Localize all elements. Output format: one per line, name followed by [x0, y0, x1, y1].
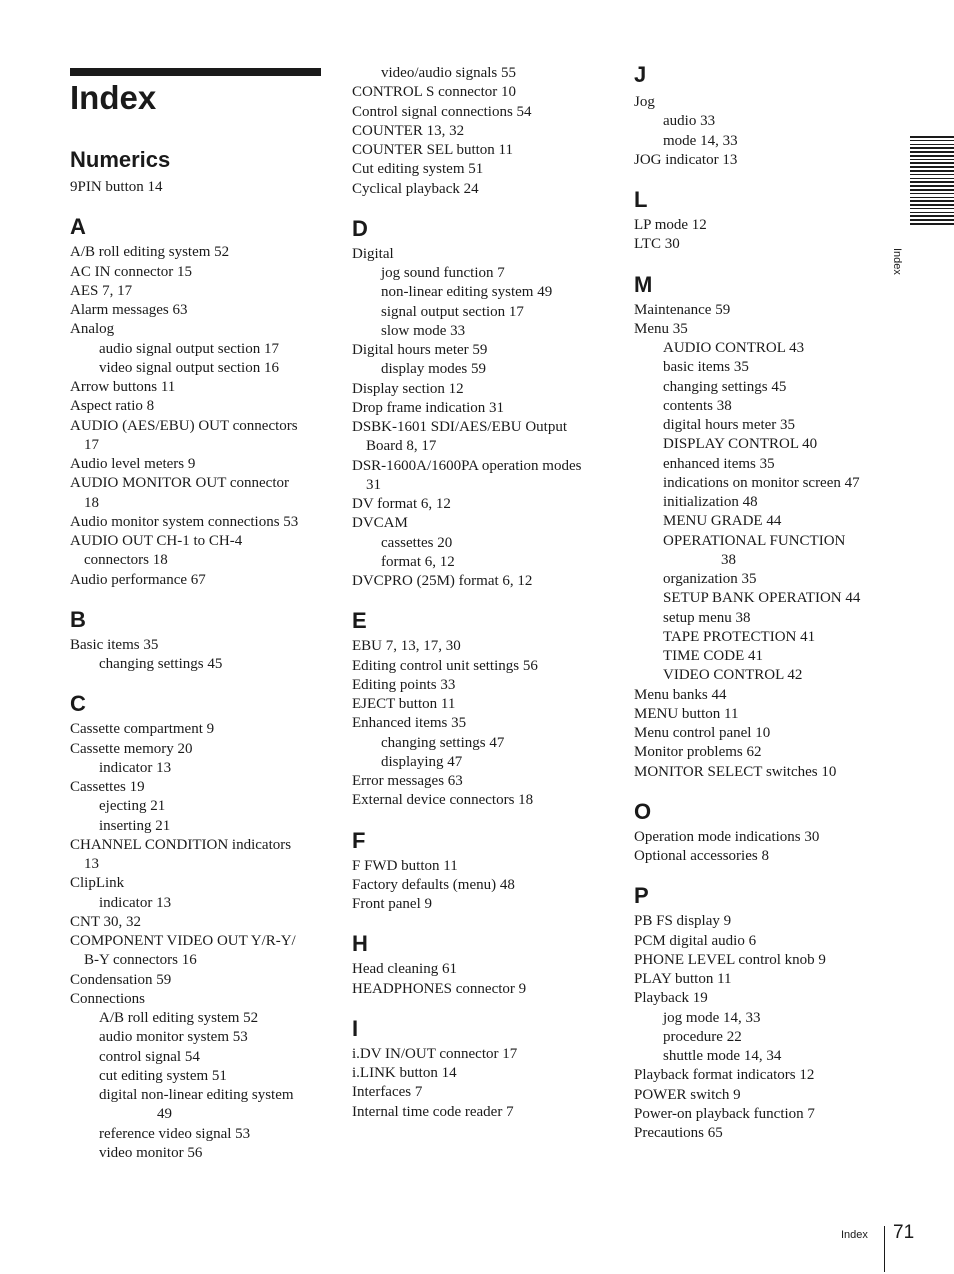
index-entry: Operation mode indications 30 — [634, 828, 820, 845]
index-entry: Head cleaning 61 — [352, 961, 457, 978]
index-subentry: connectors 18 — [84, 552, 168, 569]
index-entry: Enhanced items 35 — [352, 715, 467, 732]
index-subentry: format 6, 12 — [381, 553, 455, 570]
index-entry: Playback 19 — [634, 990, 708, 1007]
index-entry: Error messages 63 — [352, 773, 463, 789]
section-heading: I — [352, 1015, 359, 1041]
index-entry: Audio monitor system connections 53 — [70, 513, 299, 530]
index-subentry: B-Y connectors 16 — [84, 952, 197, 969]
section-heading: C — [70, 691, 86, 717]
index-entry: F FWD button 11 — [352, 857, 458, 874]
index-entry: Jog — [634, 94, 655, 110]
index-entry: MONITOR SELECT switches 10 — [634, 763, 837, 780]
index-subentry: digital hours meter 35 — [663, 417, 796, 433]
index-entry: CONTROL S connector 10 — [352, 84, 517, 101]
section-heading: P — [634, 883, 649, 909]
index-entry: Precautions 65 — [634, 1125, 723, 1141]
index-entry: Editing control unit settings 56 — [352, 657, 538, 674]
thumb-index-tab — [910, 136, 954, 227]
index-entry: JOG indicator 13 — [634, 151, 738, 168]
index-entry: AUDIO OUT CH-1 to CH-4 — [70, 533, 243, 549]
index-subentry: jog mode 14, 33 — [663, 1009, 761, 1026]
index-entry: Menu banks 44 — [634, 686, 727, 703]
index-entry: Display section 12 — [352, 380, 464, 397]
index-subentry: reference video signal 53 — [99, 1125, 251, 1142]
section-heading: H — [352, 931, 368, 957]
index-entry: Editing points 33 — [352, 676, 456, 693]
section-heading: O — [634, 798, 652, 824]
index-entry: Internal time code reader 7 — [352, 1103, 514, 1120]
index-subentry: indicator 13 — [99, 759, 172, 776]
index-subentry: slow mode 33 — [381, 322, 466, 339]
index-subentry: signal output section 17 — [381, 303, 524, 320]
index-entry: EBU 7, 13, 17, 30 — [352, 638, 461, 655]
index-subentry: 49 — [157, 1106, 172, 1123]
index-subentry: displaying 47 — [381, 753, 463, 770]
index-entry: COMPONENT VIDEO OUT Y/R-Y/ — [70, 933, 296, 949]
index-entry: AUDIO (AES/EBU) OUT connectors — [70, 417, 298, 434]
index-subentry: changing settings 45 — [663, 378, 787, 395]
index-subentry: shuttle mode 14, 34 — [663, 1048, 782, 1064]
index-entry: Menu 35 — [634, 320, 688, 337]
section-heading: J — [634, 62, 647, 87]
index-entry: i.LINK button 14 — [352, 1065, 457, 1081]
index-entry: PB FS display 9 — [634, 913, 732, 930]
index-entry: EJECT button 11 — [352, 696, 456, 712]
index-entry: Cut editing system 51 — [352, 161, 484, 178]
index-entry: Factory defaults (menu) 48 — [352, 876, 515, 893]
index-entry: Arrow buttons 11 — [70, 379, 176, 395]
index-entry: PLAY button 11 — [634, 971, 732, 987]
index-entry: Cassettes 19 — [70, 779, 145, 795]
index-subentry: OPERATIONAL FUNCTION — [663, 532, 846, 549]
index-entry: Cassette memory 20 — [70, 740, 193, 757]
index-subentry: TAPE PROTECTION 41 — [663, 628, 816, 645]
index-subentry: contents 38 — [663, 397, 732, 414]
index-entry: MENU button 11 — [634, 705, 739, 722]
index-subentry: 31 — [366, 476, 381, 493]
index-subentry: cut editing system 51 — [99, 1067, 227, 1084]
index-subentry: inserting 21 — [99, 817, 171, 834]
index-entry: PHONE LEVEL control knob 9 — [634, 951, 826, 968]
index-entry: Cassette compartment 9 — [70, 721, 215, 738]
index-subentry: A/B roll editing system 52 — [99, 1010, 259, 1026]
index-entry: DSBK-1601 SDI/AES/EBU Output — [352, 419, 568, 435]
index-entry: Monitor problems 62 — [634, 744, 762, 761]
index-subentry: video monitor 56 — [99, 1144, 203, 1161]
index-entry: POWER switch 9 — [634, 1086, 741, 1103]
index-subentry: mode 14, 33 — [663, 132, 738, 149]
index-subentry: DISPLAY CONTROL 40 — [663, 436, 818, 453]
index-entry: DV format 6, 12 — [352, 496, 451, 512]
index-subentry: TIME CODE 41 — [663, 648, 763, 664]
index-subentry: video/audio signals 55 — [381, 65, 516, 81]
index-subentry: ejecting 21 — [99, 798, 166, 815]
index-entry: Optional accessories 8 — [634, 848, 769, 864]
index-entry: Maintenance 59 — [634, 301, 731, 318]
index-subentry: digital non-linear editing system — [99, 1087, 294, 1103]
index-entry: DVCAM — [352, 515, 408, 532]
index-subentry: audio 33 — [663, 113, 716, 130]
index-entry: Condensation 59 — [70, 971, 172, 988]
index-subentry: basic items 35 — [663, 359, 749, 376]
footer-divider — [884, 1226, 885, 1272]
index-entry: Audio level meters 9 — [70, 456, 196, 472]
index-subentry: indicator 13 — [99, 894, 172, 911]
index-entry: AC IN connector 15 — [70, 263, 193, 280]
index-entry: DSR-1600A/1600PA operation modes — [352, 457, 582, 474]
index-subentry: indications on monitor screen 47 — [663, 474, 860, 491]
index-entry: Menu control panel 10 — [634, 725, 771, 741]
index-subentry: video signal output section 16 — [99, 359, 279, 376]
index-entry: Front panel 9 — [352, 896, 432, 912]
index-entry: LP mode 12 — [634, 217, 707, 233]
index-subentry: cassettes 20 — [381, 534, 453, 551]
index-subentry: enhanced items 35 — [663, 455, 775, 472]
index-subentry: MENU GRADE 44 — [663, 513, 782, 530]
index-entry: Digital — [352, 245, 394, 262]
section-heading: B — [70, 606, 86, 632]
index-entry: PCM digital audio 6 — [634, 932, 757, 949]
index-subentry: SETUP BANK OPERATION 44 — [663, 590, 861, 607]
index-entry: A/B roll editing system 52 — [70, 244, 230, 261]
section-heading: L — [634, 187, 648, 212]
page-number: 71 — [893, 1222, 915, 1243]
index-entry: Control signal connections 54 — [352, 103, 532, 120]
section-heading: M — [634, 271, 653, 297]
index-entry: i.DV IN/OUT connector 17 — [352, 1045, 518, 1062]
index-entry: Drop frame indication 31 — [352, 399, 505, 416]
index-entry: Aspect ratio 8 — [70, 398, 155, 415]
section-heading: D — [352, 215, 368, 241]
index-subentry: procedure 22 — [663, 1028, 742, 1045]
index-entry: Cyclical playback 24 — [352, 180, 479, 197]
index-entry: Interfaces 7 — [352, 1084, 423, 1101]
section-heading: A — [70, 214, 86, 240]
index-entry: Playback format indicators 12 — [634, 1067, 815, 1084]
index-entry: AUDIO MONITOR OUT connector — [70, 475, 289, 492]
index-subentry: audio monitor system 53 — [99, 1029, 248, 1046]
index-entry: AES 7, 17 — [70, 282, 133, 299]
index-entry: Basic items 35 — [70, 636, 159, 653]
index-entry: COUNTER SEL button 11 — [352, 142, 513, 158]
index-subentry: display modes 59 — [381, 361, 486, 378]
index-subentry: changing settings 47 — [381, 734, 505, 751]
side-tab-label: Index — [891, 248, 903, 275]
section-heading: E — [352, 608, 367, 634]
index-subentry: 17 — [84, 436, 99, 453]
index-entry: ClipLink — [70, 875, 125, 892]
index-entry: Digital hours meter 59 — [352, 342, 488, 358]
index-entry: Alarm messages 63 — [70, 302, 188, 318]
index-entry: HEADPHONES connector 9 — [352, 980, 527, 997]
index-entry: CHANNEL CONDITION indicators — [70, 836, 292, 853]
index-subentry: control signal 54 — [99, 1048, 200, 1065]
index-subentry: AUDIO CONTROL 43 — [663, 340, 805, 356]
index-entry: Connections — [70, 990, 145, 1007]
index-entry: External device connectors 18 — [352, 792, 534, 809]
index-entry: Power-on playback function 7 — [634, 1105, 815, 1122]
index-entry: 9PIN button 14 — [70, 179, 163, 195]
section-heading: F — [352, 827, 366, 853]
index-subentry: non-linear editing system 49 — [381, 284, 553, 301]
page-title: Index — [70, 79, 157, 116]
index-subentry: setup menu 38 — [663, 609, 751, 626]
index-subentry: Board 8, 17 — [366, 438, 437, 455]
index-entry: DVCPRO (25M) format 6, 12 — [352, 573, 533, 589]
index-subentry: organization 35 — [663, 571, 757, 587]
index-subentry: audio signal output section 17 — [99, 340, 279, 357]
index-subentry: initialization 48 — [663, 494, 758, 510]
index-subentry: 18 — [84, 494, 99, 511]
index-entry: LTC 30 — [634, 236, 680, 253]
index-subentry: changing settings 45 — [99, 656, 223, 672]
footer-section-label: Index — [841, 1229, 868, 1241]
index-entry: Audio performance 67 — [70, 571, 206, 588]
section-heading: Numerics — [70, 147, 171, 172]
index-subentry: 13 — [84, 856, 99, 872]
index-entry: COUNTER 13, 32 — [352, 122, 465, 139]
index-subentry: VIDEO CONTROL 42 — [663, 667, 803, 684]
index-entry: CNT 30, 32 — [70, 913, 141, 930]
index-subentry: 38 — [721, 551, 736, 568]
index-subentry: jog sound function 7 — [381, 265, 505, 281]
title-rule — [70, 68, 321, 76]
index-entry: Analog — [70, 321, 115, 338]
